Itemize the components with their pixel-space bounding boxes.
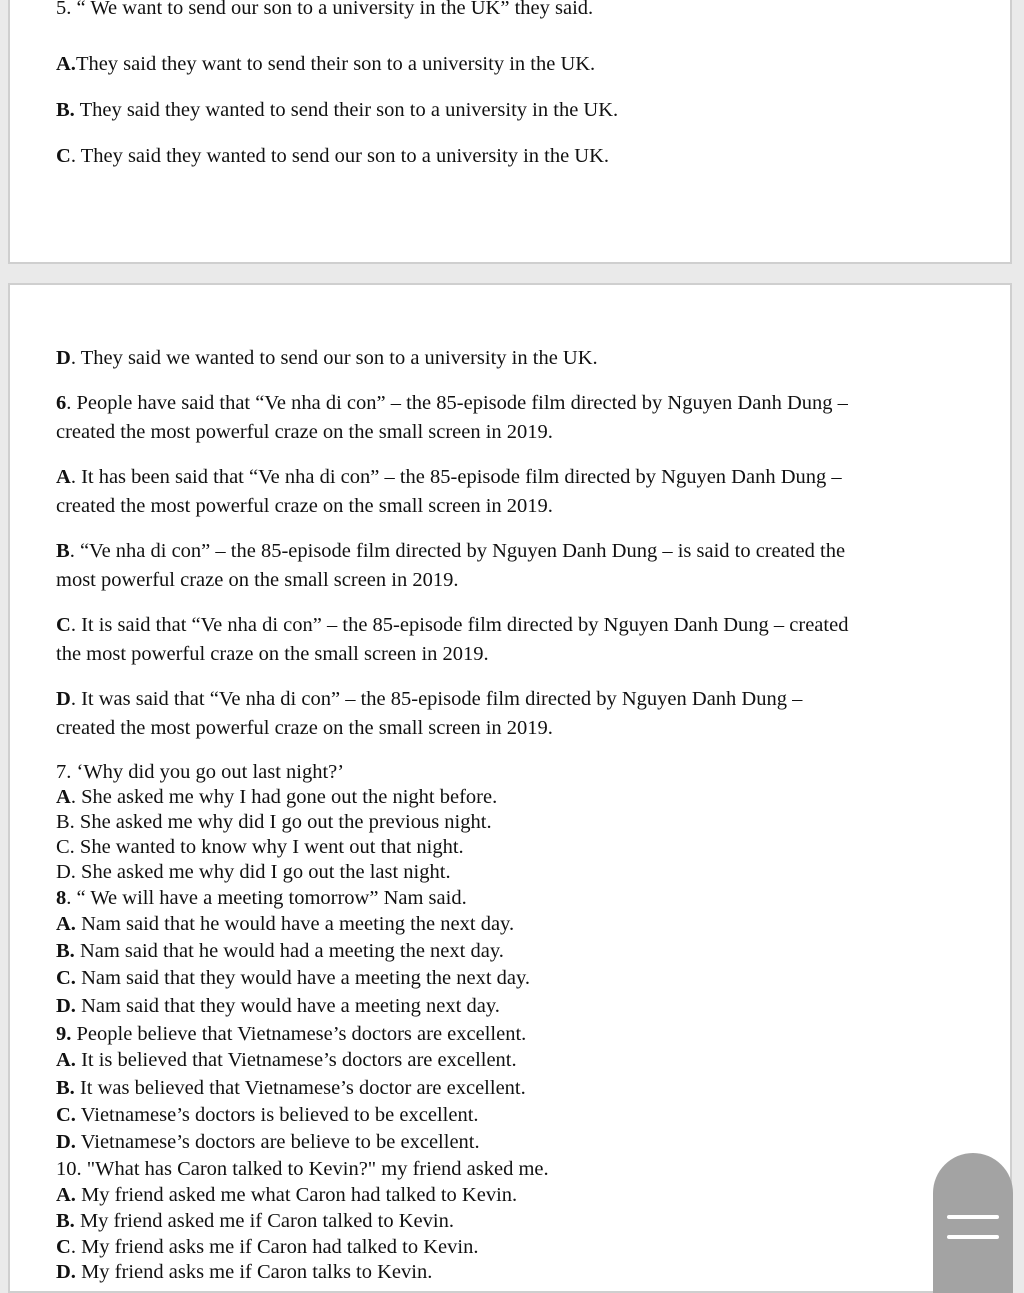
q10-option-b: B. My friend asked me if Caron talked to Kevin. <box>56 1210 454 1232</box>
q5-option-b: B. They said they wanted to send their son to a university in the UK. <box>56 99 619 121</box>
q9-stem: 9. People believe that Vietnamese’s doctors are excellent. <box>56 1023 527 1045</box>
q7-option-d: D. She asked me why did I go out the last night. <box>56 861 451 883</box>
scroll-handle[interactable] <box>933 1153 1013 1293</box>
q7-option-c: C. She wanted to know why I went out that night. <box>56 836 464 858</box>
q10-stem: 10. "What has Caron talked to Kevin?" my friend asked me. <box>56 1158 549 1180</box>
q5-option-c: C. They said they wanted to send our son to a university in the UK. <box>56 145 610 167</box>
q8-option-c: C. Nam said that they would have a meeting the next day. <box>56 967 531 989</box>
q5-stem: 5. “ We want to send our son to a university in the UK” they said. <box>56 0 594 19</box>
q8-stem: 8. “ We will have a meeting tomorrow” Nam said. <box>56 887 467 909</box>
q8-option-a: A. Nam said that he would have a meeting the next day. <box>56 913 515 935</box>
q7-option-b: B. She asked me why did I go out the previous night. <box>56 811 492 833</box>
q6-option-b: B. “Ve nha di con” – the 85-episode film directed by Nguyen Danh Dung – is said to created the most powerful craze on the small screen in 2019. <box>56 540 846 591</box>
q5-option-d: D. They said we wanted to send our son to a university in the UK. <box>56 347 598 369</box>
q10-option-c: C. My friend asks me if Caron had talked to Kevin. <box>56 1236 479 1258</box>
q10-option-a: A. My friend asked me what Caron had talked to Kevin. <box>56 1184 518 1206</box>
handle-grip-line <box>947 1215 999 1219</box>
document-page-2 <box>8 283 1012 1293</box>
q7-stem: 7. ‘Why did you go out last night?’ <box>56 761 345 783</box>
q7-option-a: A. She asked me why I had gone out the night before. <box>56 786 498 808</box>
q6-option-c: C. It is said that “Ve nha di con” – the 85-episode film directed by Nguyen Danh Dung – created the most powerful craze on the small screen in 2019. <box>56 614 849 665</box>
q6-option-d: D. It was said that “Ve nha di con” – the 85-episode film directed by Nguyen Danh Dung – created the most powerful craze on the small screen in 2019. <box>56 688 803 739</box>
q8-option-d: D. Nam said that they would have a meeting next day. <box>56 995 500 1017</box>
q9-option-a: A. It is believed that Vietnamese’s doctors are excellent. <box>56 1049 517 1071</box>
handle-grip-line <box>947 1235 999 1239</box>
q6-stem: 6. People have said that “Ve nha di con” – the 85-episode film directed by Nguyen Danh Dung – created the most powerful craze on the small screen in 2019. <box>56 392 848 443</box>
document-page-1 <box>8 0 1012 264</box>
q10-option-d: D. My friend asks me if Caron talks to Kevin. <box>56 1261 433 1283</box>
q9-option-d: D. Vietnamese’s doctors are believe to be excellent. <box>56 1131 480 1153</box>
q6-option-a: A. It has been said that “Ve nha di con” – the 85-episode film directed by Nguyen Danh Dung – created the most powerful craze on the small screen in 2019. <box>56 466 842 517</box>
q8-option-b: B. Nam said that he would had a meeting the next day. <box>56 940 504 962</box>
q9-option-c: C. Vietnamese’s doctors is believed to be excellent. <box>56 1104 479 1126</box>
q5-option-a: A.They said they want to send their son to a university in the UK. <box>56 53 596 75</box>
q9-option-b: B. It was believed that Vietnamese’s doctor are excellent. <box>56 1077 526 1099</box>
